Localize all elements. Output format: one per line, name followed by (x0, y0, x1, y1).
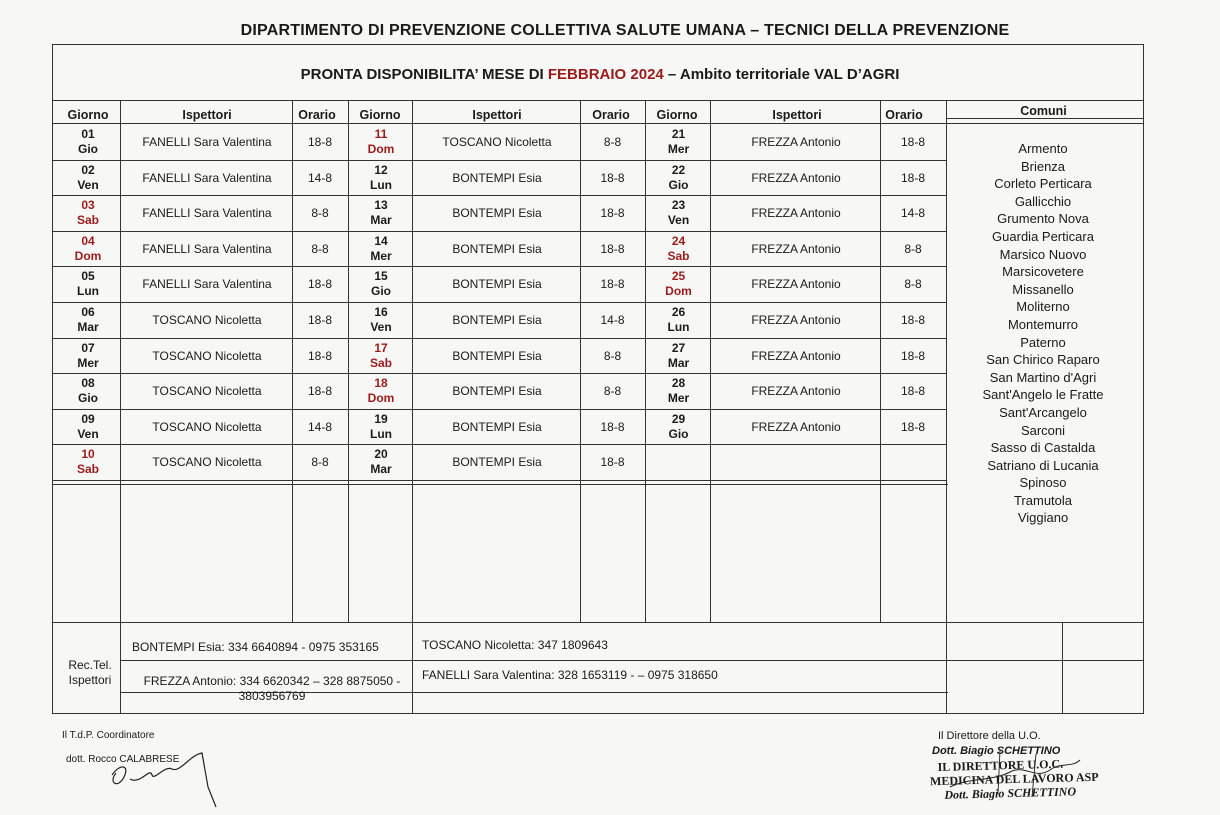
day-number: 16 (374, 305, 388, 319)
inspector-name: FANELLI Sara Valentina (142, 277, 272, 292)
day-number: 10 (81, 447, 95, 462)
day-weekday: Sab (667, 248, 690, 263)
day-weekday: Mer (667, 142, 690, 156)
comune-item: Gallicchio (1014, 193, 1072, 209)
day-number: 22 (671, 162, 686, 177)
row-rule (52, 444, 348, 445)
inspector-name: FREZZA Antonio (751, 277, 841, 292)
comune-item: Spinoso (1019, 475, 1067, 491)
day-number: 19 (374, 411, 388, 426)
shift-time: 18-8 (307, 348, 333, 363)
shift-time: 18-8 (900, 170, 926, 185)
day-cell (350, 305, 412, 335)
day-number: 18 (374, 376, 388, 391)
shift-time: 18-8 (900, 348, 926, 363)
contact-bontempi: BONTEMPI Esia: 334 6640894 - 0975 353165 (132, 640, 379, 654)
row-rule (52, 231, 348, 232)
day-weekday: Dom (74, 248, 102, 263)
inspector-name: BONTEMPI Esia (452, 384, 542, 399)
day-weekday: Mer (370, 248, 392, 263)
shift-time: 8-8 (311, 455, 329, 470)
shift-time: 8-8 (603, 348, 622, 363)
row-rule (52, 338, 348, 339)
day-cell (350, 198, 412, 228)
comune-item: Montemurro (1007, 316, 1079, 332)
day-cell (350, 234, 412, 264)
inspector-name: FREZZA Antonio (751, 313, 841, 327)
day-number: 14 (374, 233, 388, 248)
header-giorno-1: Giorno (67, 108, 109, 122)
stamp-line2: MEDICINA DEL LAVORO ASP (929, 769, 1099, 789)
day-number: 07 (81, 340, 95, 355)
rule-under-title (52, 100, 1144, 101)
inspector-name: FANELLI Sara Valentina (142, 170, 272, 185)
row-rule (645, 195, 946, 196)
row-rule (645, 266, 946, 267)
day-cell (647, 376, 710, 406)
day-weekday: Gio (78, 391, 98, 406)
day-cell (56, 412, 120, 442)
comune-item: Sasso di Castalda (990, 440, 1096, 456)
day-cell (350, 341, 412, 371)
inspector-name: FANELLI Sara Valentina (142, 135, 272, 149)
shift-time: 18-8 (307, 135, 333, 149)
comune-item: Sant'Angelo le Fratte (982, 387, 1104, 403)
day-number: 13 (374, 198, 388, 213)
day-number: 28 (671, 376, 686, 391)
col-line-3 (348, 100, 349, 622)
rule-contacts-mid (120, 660, 948, 661)
row-rule (645, 231, 946, 232)
row-rule (645, 338, 946, 339)
inspector-name: BONTEMPI Esia (452, 419, 542, 434)
day-weekday: Mar (77, 320, 99, 334)
stamp-line3: Dott. Biagio SCHETTINO (944, 784, 1077, 802)
stamp-line1: IL DIRETTORE U.O.C. (937, 756, 1064, 774)
title-month: FEBBRAIO 2024 (547, 66, 664, 83)
col-line-4 (412, 100, 413, 714)
contacts-label-line2: Ispettori (68, 673, 112, 687)
header-ispettori-1: Ispettori (182, 108, 232, 122)
day-weekday: Gio (371, 284, 391, 299)
row-rule (52, 195, 348, 196)
rule-comuni-header (946, 118, 1144, 119)
shift-time: 14-8 (900, 206, 926, 221)
header-giorno-3: Giorno (656, 108, 698, 122)
row-rule (348, 338, 645, 339)
day-number: 26 (671, 305, 686, 319)
shift-time: 18-8 (900, 313, 926, 327)
shift-time: 18-8 (307, 277, 333, 292)
comune-item: Sant'Arcangelo (999, 404, 1087, 420)
day-number: 04 (81, 233, 95, 248)
row-rule (348, 231, 645, 232)
title-prefix: PRONTA DISPONIBILITA’ MESE DI (300, 66, 548, 83)
day-number: 21 (671, 127, 686, 141)
day-weekday: Mar (370, 462, 392, 477)
day-cell (56, 127, 120, 157)
inspector-name: FANELLI Sara Valentina (142, 241, 272, 256)
day-weekday: Sab (76, 462, 99, 477)
inspector-name: BONTEMPI Esia (452, 348, 542, 363)
inspector-name: BONTEMPI Esia (452, 455, 542, 470)
day-cell (56, 376, 120, 406)
day-cell (647, 269, 710, 299)
row-rule (52, 409, 348, 410)
day-weekday: Mer (667, 391, 690, 406)
day-cell (56, 269, 120, 299)
day-weekday: Dom (367, 391, 395, 406)
day-weekday: Lun (667, 320, 690, 334)
day-weekday: Lun (370, 177, 392, 192)
inspector-name: FREZZA Antonio (751, 384, 841, 399)
row-rule (645, 302, 946, 303)
day-cell (647, 127, 710, 157)
day-cell (56, 447, 120, 477)
day-number: 29 (671, 411, 686, 426)
inspector-name: BONTEMPI Esia (452, 313, 542, 327)
day-cell (350, 376, 412, 406)
row-rule (348, 195, 645, 196)
rule-under-header (52, 123, 1144, 124)
day-number: 20 (374, 447, 388, 462)
row-rule (52, 302, 348, 303)
comune-item: Missanello (1012, 281, 1074, 297)
row-rule (348, 302, 645, 303)
shift-time: 18-8 (600, 419, 625, 434)
header-ispettori-2: Ispettori (472, 108, 522, 122)
day-cell (56, 341, 120, 371)
shift-time: 14-8 (307, 170, 333, 185)
header-giorno-2: Giorno (359, 108, 401, 122)
day-number: 02 (81, 162, 95, 177)
day-weekday: Gio (668, 177, 689, 192)
director-signature (940, 742, 1090, 802)
comune-item: Guardia Perticara (992, 228, 1094, 244)
day-weekday: Gio (78, 142, 98, 156)
coordinator-signature (90, 745, 230, 810)
day-cell (647, 305, 710, 335)
row-rule (348, 409, 645, 410)
schedule-title (0, 66, 1200, 83)
day-number: 05 (81, 269, 95, 284)
day-cell (56, 234, 120, 264)
day-weekday: Mer (77, 355, 99, 370)
inspector-name: BONTEMPI Esia (452, 277, 542, 292)
day-weekday: Lun (77, 284, 99, 299)
comuni-list (948, 140, 1138, 527)
comune-item: San Chirico Raparo (986, 352, 1100, 368)
shift-time: 8-8 (904, 277, 922, 292)
day-weekday: Sab (76, 213, 99, 228)
day-number: 25 (671, 269, 686, 284)
day-cell (350, 447, 412, 477)
row-rule (52, 480, 348, 481)
shift-time: 18-8 (900, 135, 926, 149)
contact-frezza-line1: FREZZA Antonio: 334 6620342 – 328 8875050 - (143, 674, 401, 688)
shift-time: 18-8 (600, 455, 625, 470)
day-number: 24 (671, 233, 686, 248)
header-ispettori-3: Ispettori (772, 108, 822, 122)
col-line-1 (120, 100, 121, 714)
shift-time: 18-8 (600, 277, 625, 292)
shift-time: 18-8 (900, 419, 926, 434)
director-name: Dott. Biagio SCHETTINO (932, 745, 1061, 757)
header-orario-1: Orario (298, 108, 336, 122)
inspector-name: FREZZA Antonio (751, 206, 841, 221)
comune-item: Sarconi (1020, 422, 1066, 438)
row-rule (348, 444, 645, 445)
title-suffix: – Ambito territoriale VAL D’AGRI (663, 66, 900, 83)
contact-fanelli: FANELLI Sara Valentina: 328 1653119 - – 0975 318650 (422, 668, 718, 682)
col-line-10 (1062, 622, 1063, 714)
inspector-name: TOSCANO Nicoletta (152, 384, 262, 399)
day-cell (647, 341, 710, 371)
day-number: 08 (81, 376, 95, 391)
inspector-name: FANELLI Sara Valentina (142, 206, 272, 221)
comune-item: Tramutola (1013, 492, 1073, 508)
day-number: 27 (671, 340, 686, 355)
shift-time: 8-8 (904, 241, 922, 256)
day-cell (647, 163, 710, 193)
row-rule (348, 480, 645, 481)
row-rule (645, 409, 946, 410)
inspector-name: BONTEMPI Esia (452, 241, 542, 256)
rule-end-days (52, 484, 948, 485)
coordinator-role: Il T.d.P. Coordinatore (62, 730, 155, 741)
day-cell (56, 163, 120, 193)
day-weekday: Gio (668, 426, 689, 441)
inspector-name: TOSCANO Nicoletta (152, 348, 262, 363)
day-weekday: Ven (77, 177, 99, 192)
comune-item: Corleto Perticara (994, 176, 1092, 192)
header-comuni: Comuni (1020, 104, 1067, 118)
comune-item: Moliterno (1016, 299, 1070, 315)
shift-time: 18-8 (307, 384, 333, 399)
contact-frezza-line2: 3803956769 (238, 689, 306, 703)
shift-time: 8-8 (603, 135, 622, 149)
contacts-label (62, 658, 118, 688)
row-rule (52, 160, 348, 161)
row-rule (645, 480, 946, 481)
day-cell (350, 127, 412, 157)
comune-item: Brienza (1020, 158, 1066, 174)
inspector-name: BONTEMPI Esia (452, 170, 542, 185)
day-cell (56, 305, 120, 335)
inspector-name: BONTEMPI Esia (452, 206, 542, 221)
day-number: 23 (671, 198, 686, 213)
rule-comuni-contact (946, 660, 1144, 661)
day-cell (56, 198, 120, 228)
shift-time: 18-8 (600, 241, 625, 256)
shift-time: 18-8 (307, 313, 333, 327)
day-cell (647, 234, 710, 264)
day-weekday: Lun (370, 426, 392, 441)
comune-item: Paterno (1020, 334, 1066, 350)
day-number: 17 (374, 340, 388, 355)
inspector-name: FREZZA Antonio (751, 419, 841, 434)
row-rule (348, 373, 645, 374)
contact-toscano: TOSCANO Nicoletta: 347 1809643 (422, 638, 608, 652)
inspector-name: TOSCANO Nicoletta (152, 419, 262, 434)
day-number: 09 (81, 411, 95, 426)
comune-item: San Martino d'Agri (989, 369, 1097, 385)
row-rule (645, 373, 946, 374)
day-cell (350, 163, 412, 193)
row-rule (52, 373, 348, 374)
inspector-name: TOSCANO Nicoletta (152, 313, 262, 327)
comune-item: Marsicovetere (1002, 264, 1084, 280)
day-number: 03 (81, 198, 95, 213)
inspector-name: FREZZA Antonio (751, 348, 841, 363)
day-weekday: Dom (367, 142, 395, 156)
day-cell (350, 269, 412, 299)
shift-time: 18-8 (600, 206, 625, 221)
day-number: 11 (374, 127, 388, 141)
day-weekday: Mar (667, 355, 690, 370)
row-rule (52, 266, 348, 267)
col-line-9 (946, 100, 947, 714)
shift-time: 8-8 (311, 241, 329, 256)
comune-item: Armento (1018, 141, 1068, 156)
comune-item: Grumento Nova (997, 211, 1089, 227)
col-line-6 (645, 100, 646, 622)
coordinator-name: dott. Rocco CALABRESE (66, 754, 180, 765)
shift-time: 14-8 (600, 313, 625, 327)
inspector-name: TOSCANO Nicoletta (152, 455, 262, 470)
row-rule (645, 160, 946, 161)
contacts-label-line1: Rec.Tel. (68, 658, 112, 672)
inspector-name: FREZZA Antonio (751, 135, 841, 149)
shift-time: 18-8 (600, 170, 625, 185)
contact-frezza (132, 674, 412, 704)
day-weekday: Mar (370, 213, 392, 228)
day-cell (647, 412, 710, 442)
day-weekday: Dom (665, 284, 692, 299)
day-weekday: Ven (667, 213, 690, 228)
day-number: 01 (81, 127, 95, 141)
row-rule (348, 266, 645, 267)
col-line-7 (710, 100, 711, 622)
day-weekday: Ven (77, 426, 99, 441)
day-number: 12 (374, 162, 388, 177)
department-title: DIPARTIMENTO DI PREVENZIONE COLLETTIVA SALUTE UMANA – TECNICI DELLA PREVENZIONE (240, 22, 1010, 39)
day-cell (350, 412, 412, 442)
day-weekday: Sab (369, 355, 392, 370)
comune-item: Viggiano (1017, 510, 1069, 526)
inspector-name: FREZZA Antonio (751, 170, 841, 185)
shift-time: 8-8 (603, 384, 622, 399)
day-weekday: Ven (370, 320, 392, 334)
header-orario-3: Orario (885, 108, 923, 122)
comune-item: Satriano di Lucania (987, 457, 1099, 473)
row-rule (348, 160, 645, 161)
director-role: Il Direttore della U.O. (938, 730, 1041, 742)
inspector-name: TOSCANO Nicoletta (442, 135, 552, 149)
header-orario-2: Orario (592, 108, 630, 122)
inspector-name: FREZZA Antonio (751, 241, 841, 256)
shift-time: 14-8 (307, 419, 333, 434)
row-rule (645, 444, 946, 445)
day-cell (647, 198, 710, 228)
comune-item: Marsico Nuovo (999, 246, 1087, 262)
day-number: 15 (374, 269, 388, 284)
day-number: 06 (81, 305, 95, 319)
shift-time: 8-8 (311, 206, 329, 221)
shift-time: 18-8 (900, 384, 926, 399)
rule-contacts-top (52, 622, 1144, 623)
